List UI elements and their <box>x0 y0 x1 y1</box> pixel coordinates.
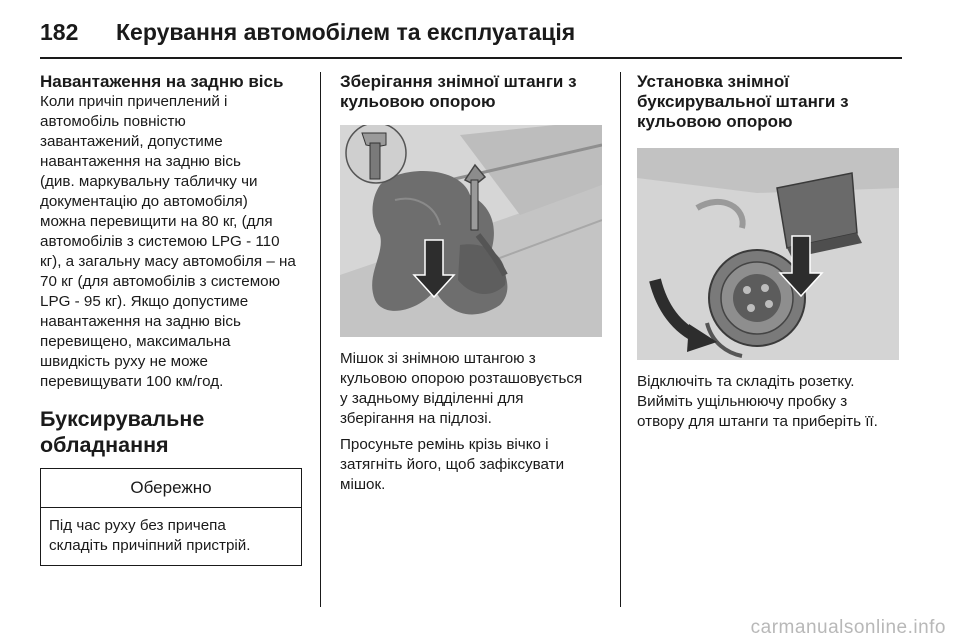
section-heading-installation: Установка знімної буксирувальної штанги з кульовою опорою <box>637 72 849 131</box>
column-right <box>637 72 903 432</box>
caution-text: Під час руху без причепа складіть причіпний пристрій. <box>49 517 251 554</box>
storage-bag-illustration <box>340 125 602 337</box>
socket-illustration <box>637 148 899 360</box>
section-heading-rear-axle: Навантаження на задню вісь <box>40 72 284 91</box>
column-left <box>40 72 308 566</box>
section-heading-storage: Зберігання знімної штанги з кульовою опорою <box>340 72 577 111</box>
storage-caption: Мішок зі знімною штангою з кульовою опорою розташовується у задньому відділенні для зберігання на підлозі. <box>340 350 583 427</box>
installation-caption: Відключіть та складіть розетку. Вийміть ущільнюючу пробку з отвору для штанги та приберіть її. <box>637 373 878 430</box>
page-number: 182 <box>40 18 79 45</box>
column-divider <box>320 72 321 607</box>
column-divider <box>620 72 621 607</box>
rear-axle-text: Коли причіп причеплений і автомобіль повністю завантажений, допустиме навантаження на задню вісь (див. маркувальну табличку чи документацію до автомобіля) можна перевищити на 80 кг, (для автомобілів з системою LPG - 110 кг), а загальну масу автомобіля – на 70 кг (для автомобілів з системою LPG - 95 кг). Якщо допустиме навантаження на задню вісь перевищено, максимальна швидкість руху не може перевищувати 100 км/год. <box>40 93 296 390</box>
caution-title: Обережно <box>41 469 301 508</box>
watermark: carmanualsonline.info <box>750 617 946 638</box>
section-heading-towing: Буксирувальне обладнання <box>40 407 205 457</box>
caution-box <box>40 468 302 566</box>
page-title: Керування автомобілем та експлуатація <box>116 18 576 45</box>
page-header <box>40 14 575 50</box>
strap-instruction: Просуньте ремінь крізь вічко і затягніть його, щоб зафіксувати мішок. <box>340 436 565 493</box>
header-rule <box>40 57 902 59</box>
inset-zoom-circle <box>346 125 406 183</box>
column-middle <box>340 72 602 495</box>
